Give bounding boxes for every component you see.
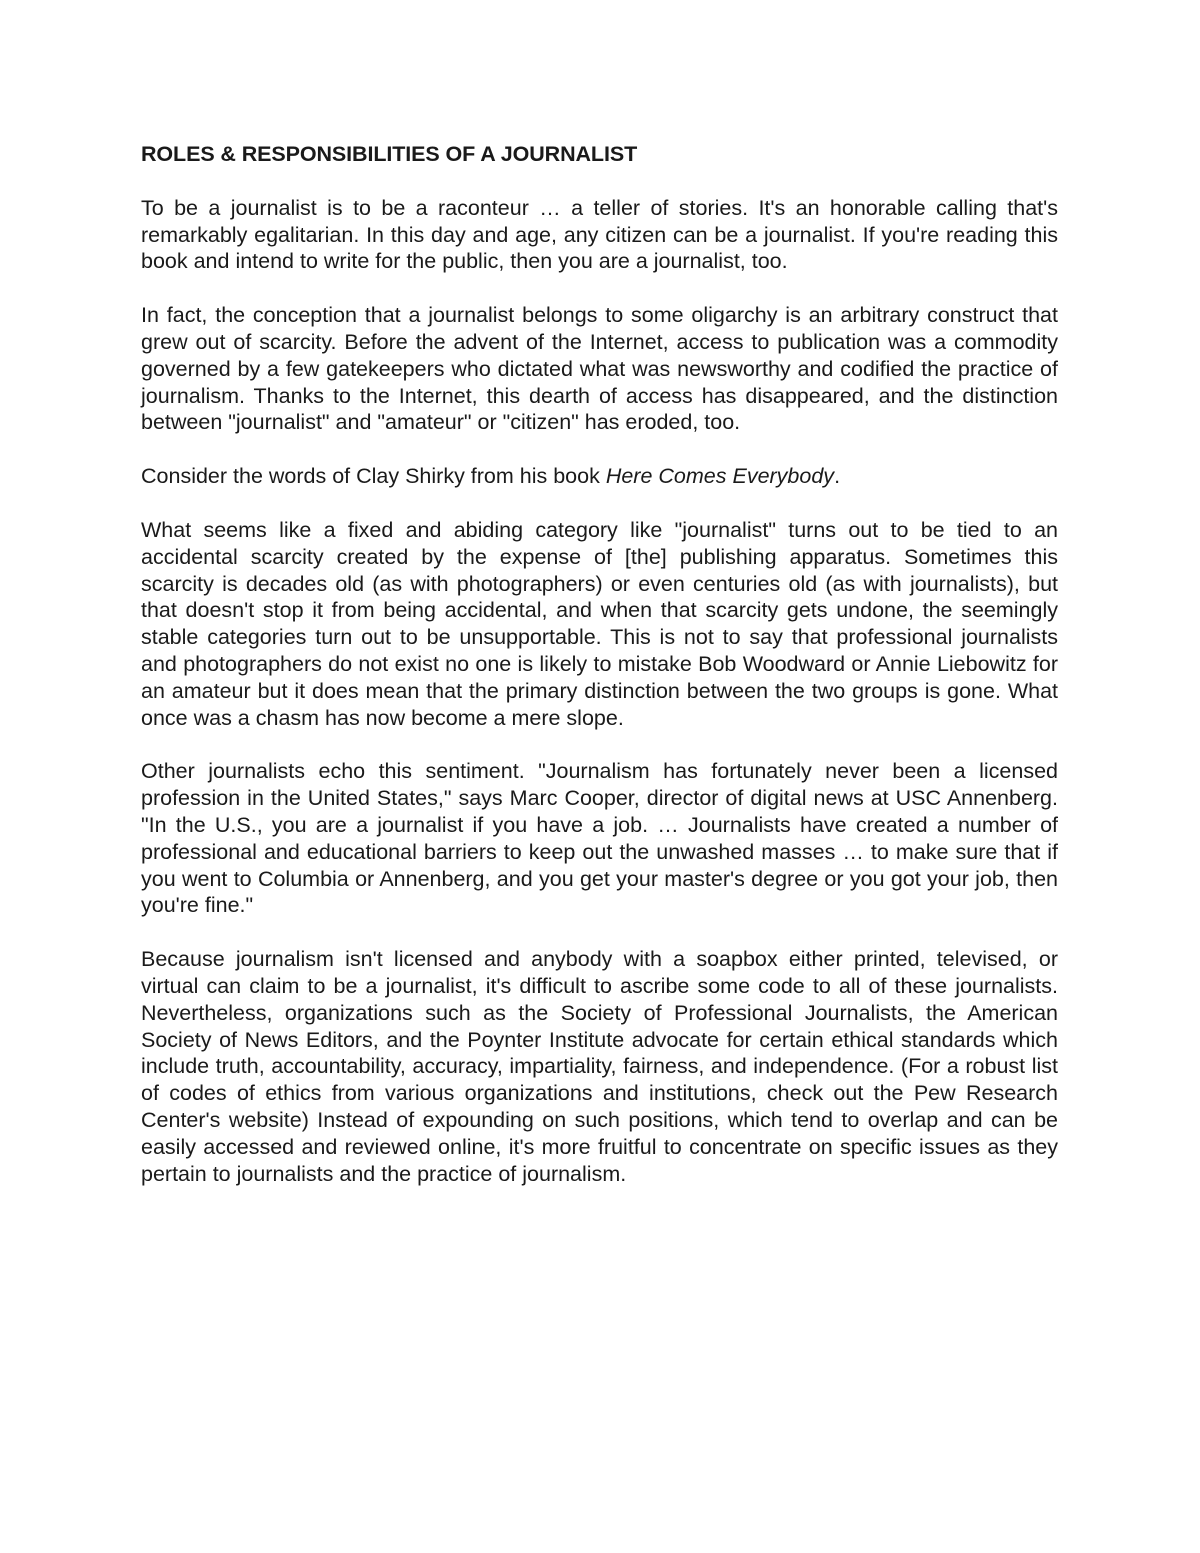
paragraph-scarcity: In fact, the conception that a journalist belongs to some oligarchy is an arbitrary construct that grew out of scarcity. Before the advent of the Internet, access to publication was a commodity governed by a few gatekeepers who dictated what was newsworthy and codified the practice of journalism. Thanks to the Internet, this dearth of access has disappeared, and the distinction between "journalist" and "amateur" or "citizen" has eroded, too. bbox=[141, 303, 1058, 435]
paragraph-shirky-intro bbox=[141, 463, 1058, 490]
paragraph-shirky-quote: What seems like a fixed and abiding category like "journalist" turns out to be tied to an accidental scarcity created by the expense of [the] publishing apparatus. Sometimes this scarcity is decades old (as with photographers) or even centuries old (as with journalists), but that doesn't stop it from being accidental, and when that scarcity gets undone, the seemingly stable categories turn out to be unsupportable. This is not to say that professional journalists and photographers do not exist no one is likely to mistake Bob Woodward or Annie Liebowitz for an amateur but it does mean that the primary distinction between the two groups is gone. What once was a chasm has now become a mere slope. bbox=[141, 517, 1058, 730]
paragraph-intro: To be a journalist is to be a raconteur … a teller of stories. It's an honorable calling that's remarkably egalitarian. In this day and age, any citizen can be a journalist. If you're reading this book and intend to write for the public, then you are a journalist, too. bbox=[141, 195, 1058, 274]
document-title: ROLES & RESPONSIBILITIES OF A JOURNALIST bbox=[141, 142, 638, 166]
paragraph-ethics: Because journalism isn't licensed and anybody with a soapbox either printed, televised, or virtual can claim to be a journalist, it's difficult to ascribe some code to all of these journalists. Nevertheless, organizations such as the Society of Professional Journalists, the American Society of News Editors, and the Poynter Institute advocate for certain ethical standards which include truth, accountability, accuracy, impartiality, fairness, and independence. (For a robust list of codes of ethics from various organizations and institutions, check out the Pew Research Center's website) Instead of expounding on such positions, which tend to overlap and can be easily accessed and reviewed online, it's more fruitful to concentrate on specific issues as they pertain to journalists and the practice of journalism. bbox=[141, 947, 1058, 1186]
paragraph-shirky-suffix: . bbox=[834, 464, 841, 489]
book-title: Here Comes Everybody bbox=[605, 464, 835, 489]
paragraph-shirky-prefix: Consider the words of Clay Shirky from his book bbox=[141, 464, 606, 489]
document-page bbox=[141, 141, 1058, 1214]
paragraph-cooper-quote: Other journalists echo this sentiment. "Journalism has fortunately never been a licensed profession in the United States," says Marc Cooper, director of digital news at USC Annenberg. "In the U.S., you are a journalist if you have a job. … Journalists have created a number of professional and educational barriers to keep out the unwashed masses … to make sure that if you went to Columbia or Annenberg, and you get your master's degree or you got your job, then you're fine." bbox=[141, 759, 1058, 918]
